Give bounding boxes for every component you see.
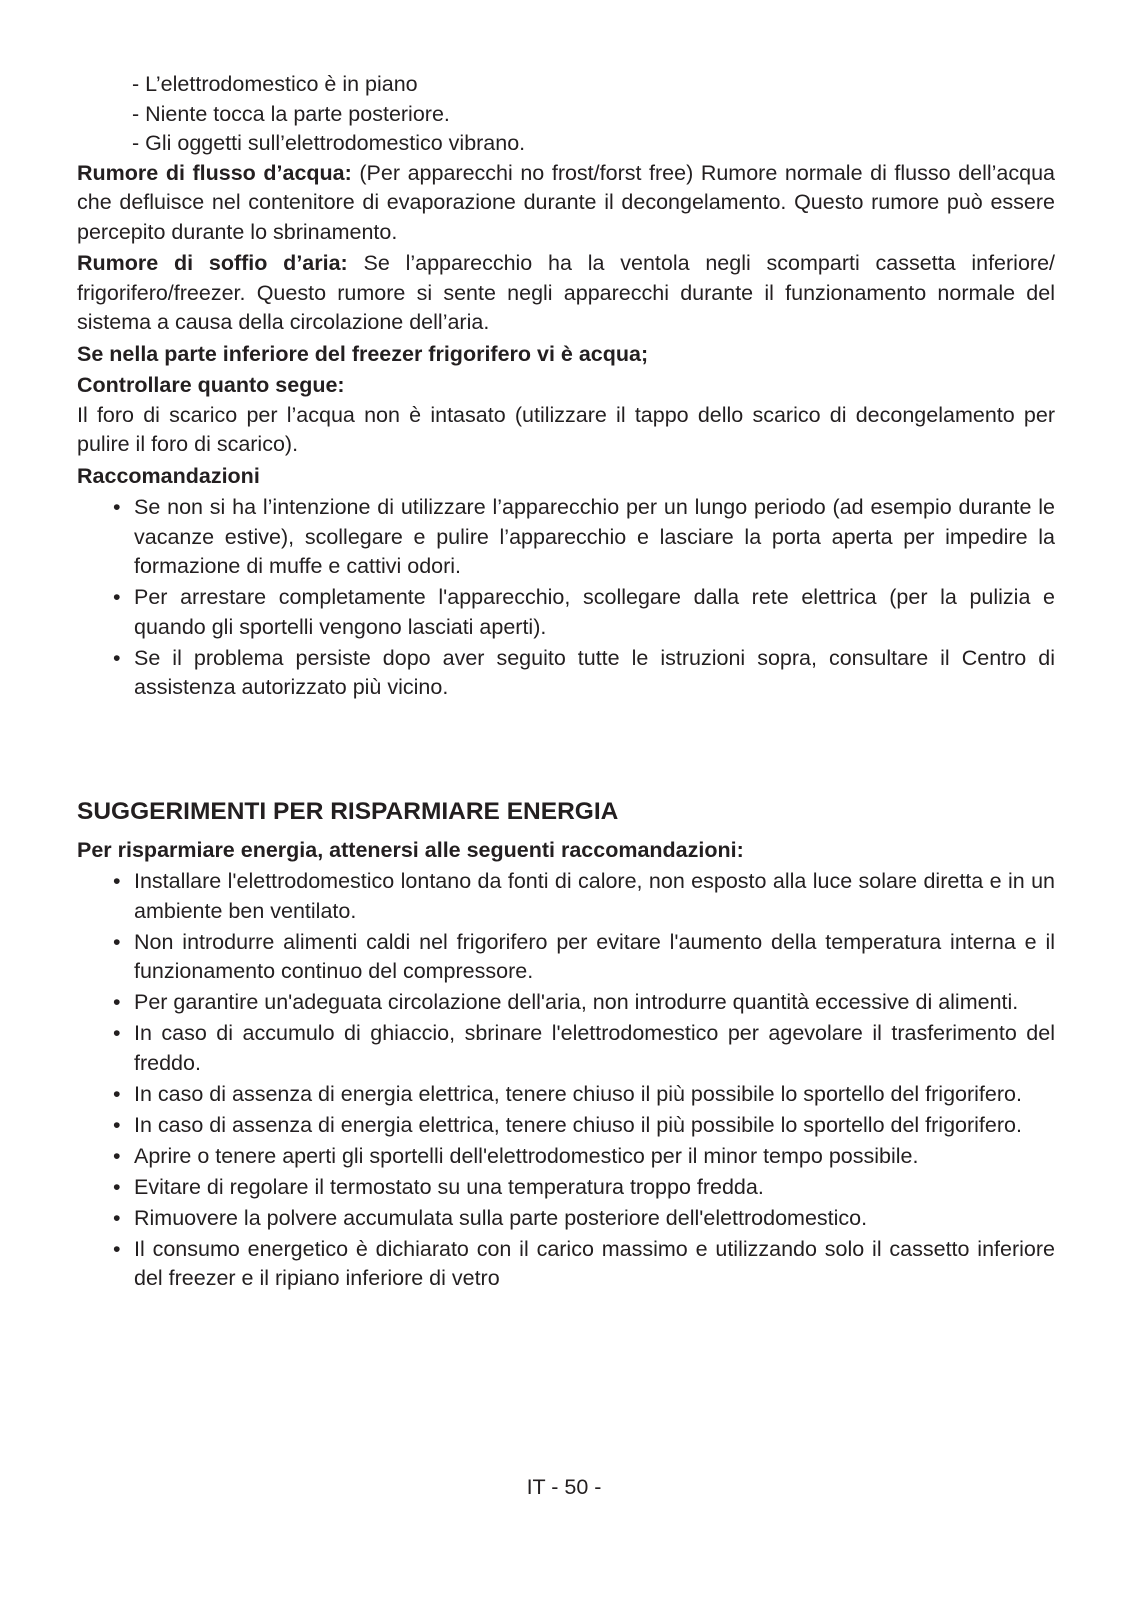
- list-item-text: Se non si ha l’intenzione di utilizzare l’apparecchio per un lungo periodo (ad esempio durante le vacanze estive), scollegare e pulire l’apparecchio e lasciare la porta aperta per impedire la formazione di muffe e cattivi odori.: [134, 495, 1055, 578]
- bullet-icon: •: [113, 1205, 121, 1230]
- bullet-icon: •: [113, 645, 121, 670]
- water-flow-text: (Per apparecchi no frost/forst free) Rumore normale di flusso dell’acqua che defluisce nel contenitore di evaporazione durante il decongelamento. Questo rumore può essere percepito durante lo sbrinamento.: [77, 160, 1056, 244]
- list-item-text: Rimuovere la polvere accumulata sulla parte posteriore dell'elettrodomestico.: [134, 1205, 868, 1230]
- list-item: [77, 493, 1055, 582]
- list-item-text: Aprire o tenere aperti gli sportelli dell'elettrodomestico per il minor tempo possibile.: [134, 1143, 919, 1168]
- recommendations-list: [77, 493, 1055, 703]
- check-text: Il foro di scarico per l’acqua non è intasato (utilizzare il tappo dello scarico di decongelamento per pulire il foro di scarico).: [77, 402, 1055, 456]
- air-blow-text: Se l’apparecchio ha la ventola negli scomparti cassetta inferiore/ frigorifero/freezer. Questo rumore si sente negli apparecchi durante il funzionamento normale del sistema a causa della circolazione dell’aria.: [77, 251, 1055, 334]
- list-item: [77, 1142, 1055, 1172]
- list-item: [77, 1111, 1055, 1141]
- water-heading: Se nella parte inferiore del freezer frigorifero vi è acqua;: [77, 341, 649, 366]
- list-item-text: Evitare di regolare il termostato su una temperatura troppo fredda.: [134, 1174, 764, 1199]
- page-content: [77, 70, 1055, 1295]
- bullet-icon: •: [113, 990, 121, 1014]
- dash-item: - Niente tocca la parte posteriore.: [132, 101, 450, 126]
- water-flow-paragraph: [77, 159, 1055, 248]
- bullet-icon: •: [113, 1143, 121, 1168]
- list-item: [77, 1235, 1055, 1294]
- air-blow-label: Rumore di soffio d’aria:: [77, 251, 348, 275]
- bullet-icon: •: [113, 1112, 121, 1137]
- list-item: [77, 988, 1055, 1018]
- list-item-text: In caso di assenza di energia elettrica, tenere chiuso il più possibile lo sportello del frigorifero.: [134, 1112, 1022, 1137]
- bullet-icon: •: [113, 1021, 121, 1045]
- list-item: [77, 928, 1055, 987]
- bullet-icon: •: [113, 1174, 121, 1199]
- list-item-text: Non introdurre alimenti caldi nel frigorifero per evitare l'aumento della temperatura interna e il funzionamento continuo del compressore.: [134, 929, 1055, 983]
- bullet-icon: •: [113, 585, 121, 609]
- dash-item: - Gli oggetti sull’elettrodomestico vibrano.: [132, 131, 526, 155]
- list-item-text: Se il problema persiste dopo aver seguito tutte le istruzioni sopra, consultare il Centro di assistenza autorizzato più vicino.: [134, 645, 1055, 699]
- energy-intro: Per risparmiare energia, attenersi alle seguenti raccomandazioni:: [77, 837, 744, 862]
- list-item: [77, 644, 1055, 703]
- dash-list: [77, 70, 1055, 159]
- list-item: [77, 1173, 1055, 1203]
- water-flow-label: Rumore di flusso d’acqua:: [77, 160, 352, 185]
- recommendations-heading: Raccomandazioni: [77, 463, 260, 488]
- list-item-text: Per garantire un'adeguata circolazione dell'aria, non introdurre quantità eccessive di alimenti.: [134, 990, 1019, 1014]
- list-item-text: In caso di accumulo di ghiaccio, sbrinare l'elettrodomestico per agevolare il trasferimento del freddo.: [134, 1021, 1055, 1075]
- bullet-icon: •: [113, 1081, 121, 1106]
- list-item: [77, 1204, 1055, 1234]
- section-title: SUGGERIMENTI PER RISPARMIARE ENERGIA: [77, 797, 619, 825]
- page-number: IT - 50 -: [526, 1475, 602, 1499]
- bullet-icon: •: [113, 1236, 121, 1261]
- list-item-text: In caso di assenza di energia elettrica, tenere chiuso il più possibile lo sportello del frigorifero.: [134, 1081, 1022, 1106]
- list-item-text: Il consumo energetico è dichiarato con il carico massimo e utilizzando solo il cassetto inferiore del freezer e il ripiano inferiore di vetro: [134, 1236, 1055, 1290]
- list-item: [77, 1080, 1055, 1110]
- list-item: [77, 583, 1055, 642]
- check-heading: Controllare quanto segue:: [77, 373, 345, 397]
- bullet-icon: •: [113, 929, 121, 954]
- bullet-icon: •: [113, 869, 121, 893]
- list-item-text: Per arrestare completamente l'apparecchio, scollegare dalla rete elettrica (per la pulizia e quando gli sportelli vengono lasciati aperti).: [134, 585, 1055, 639]
- list-item: [77, 867, 1055, 926]
- list-item-text: Installare l'elettrodomestico lontano da fonti di calore, non esposto alla luce solare diretta e in un ambiente ben ventilato.: [134, 869, 1055, 923]
- list-item: [77, 1019, 1055, 1078]
- energy-list: [77, 867, 1055, 1294]
- bullet-icon: •: [113, 495, 121, 519]
- dash-item: - L’elettrodomestico è in piano: [132, 72, 418, 96]
- air-blow-paragraph: [77, 249, 1055, 338]
